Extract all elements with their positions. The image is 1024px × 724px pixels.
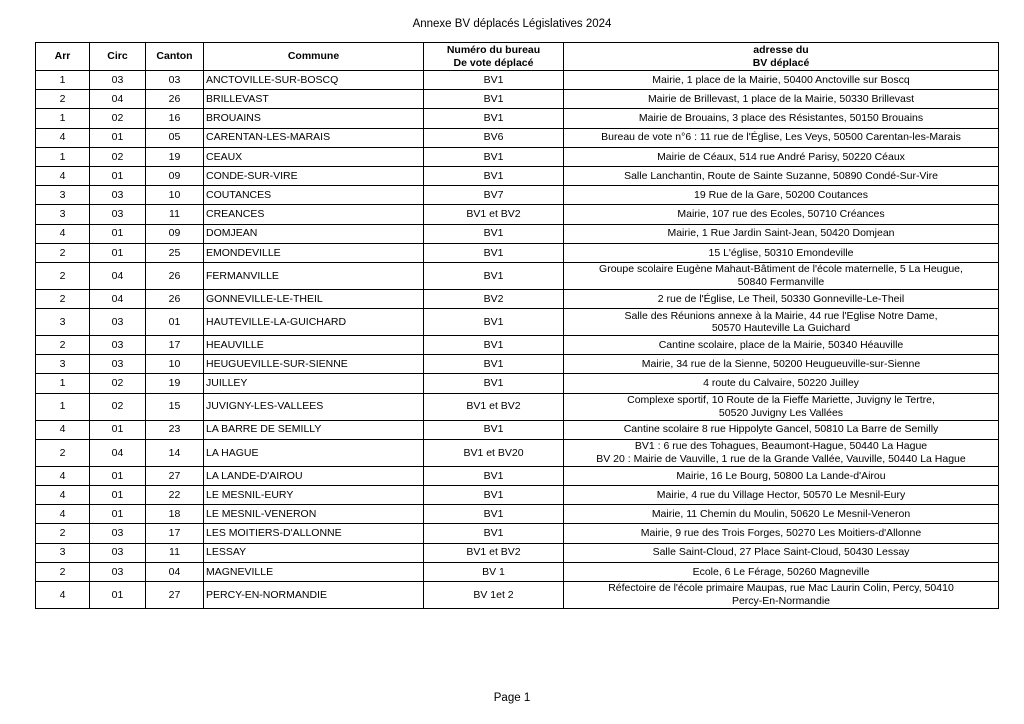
cell-adresse: Groupe scolaire Eugène Mahaut-Bâtiment de l'école maternelle, 5 La Heugue, 50840 Fermanville [564, 262, 999, 289]
cell-adresse: 4 route du Calvaire, 50220 Juilley [564, 374, 999, 393]
cell-adresse: Réfectoire de l'école primaire Maupas, rue Mac Laurin Colin, Percy, 50410 Percy-En-Normandie [564, 581, 999, 608]
cell-canton: 11 [146, 205, 204, 224]
cell-circ: 04 [90, 262, 146, 289]
cell-bureau: BV1 et BV20 [424, 439, 564, 466]
cell-commune: LE MESNIL-VENERON [204, 505, 424, 524]
cell-bureau: BV1 [424, 262, 564, 289]
cell-arr: 4 [36, 486, 90, 505]
cell-circ: 01 [90, 224, 146, 243]
cell-commune: FERMANVILLE [204, 262, 424, 289]
table-row [36, 439, 999, 466]
cell-canton: 03 [146, 71, 204, 90]
cell-circ: 01 [90, 486, 146, 505]
cell-circ: 02 [90, 374, 146, 393]
cell-canton: 10 [146, 355, 204, 374]
cell-circ: 01 [90, 420, 146, 439]
cell-arr: 4 [36, 420, 90, 439]
table-body [36, 71, 999, 609]
cell-adresse: Mairie, 1 place de la Mairie, 50400 Anctoville sur Boscq [564, 71, 999, 90]
cell-bureau: BV1 [424, 109, 564, 128]
cell-adresse: Cantine scolaire, place de la Mairie, 50340 Héauville [564, 336, 999, 355]
cell-arr: 2 [36, 243, 90, 262]
cell-canton: 14 [146, 439, 204, 466]
cell-circ: 01 [90, 128, 146, 147]
cell-adresse: Mairie de Brillevast, 1 place de la Mairie, 50330 Brillevast [564, 90, 999, 109]
cell-bureau: BV1 [424, 374, 564, 393]
cell-bureau: BV1 [424, 420, 564, 439]
cell-circ: 03 [90, 355, 146, 374]
cell-commune: LA BARRE DE SEMILLY [204, 420, 424, 439]
page-title: Annexe BV déplacés Législatives 2024 [412, 18, 612, 30]
cell-arr: 2 [36, 90, 90, 109]
cell-commune: COUTANCES [204, 186, 424, 205]
cell-canton: 22 [146, 486, 204, 505]
column-header-commune: Commune [204, 43, 424, 71]
cell-canton: 26 [146, 262, 204, 289]
cell-canton: 26 [146, 289, 204, 308]
cell-canton: 17 [146, 336, 204, 355]
cell-canton: 18 [146, 505, 204, 524]
cell-arr: 2 [36, 439, 90, 466]
cell-canton: 25 [146, 243, 204, 262]
cell-commune: CONDE-SUR-VIRE [204, 166, 424, 185]
cell-adresse: Mairie, 9 rue des Trois Forges, 50270 Les Moitiers-d'Allonne [564, 524, 999, 543]
cell-arr: 2 [36, 289, 90, 308]
cell-adresse: 2 rue de l'Église, Le Theil, 50330 Gonneville-Le-Theil [564, 289, 999, 308]
cell-commune: LES MOITIERS-D'ALLONNE [204, 524, 424, 543]
cell-arr: 3 [36, 205, 90, 224]
cell-arr: 4 [36, 581, 90, 608]
table-row [36, 90, 999, 109]
cell-canton: 10 [146, 186, 204, 205]
cell-bureau: BV7 [424, 186, 564, 205]
cell-canton: 11 [146, 543, 204, 562]
cell-commune: HEUGUEVILLE-SUR-SIENNE [204, 355, 424, 374]
cell-adresse: Mairie de Céaux, 514 rue André Parisy, 50220 Céaux [564, 147, 999, 166]
cell-bureau: BV1 [424, 486, 564, 505]
cell-commune: LA HAGUE [204, 439, 424, 466]
table-row [36, 224, 999, 243]
cell-canton: 19 [146, 147, 204, 166]
cell-canton: 05 [146, 128, 204, 147]
cell-arr: 4 [36, 128, 90, 147]
cell-circ: 03 [90, 186, 146, 205]
cell-adresse: BV1 : 6 rue des Tohagues, Beaumont-Hague, 50440 La Hague BV 20 : Mairie de Vauville, 1 rue de la Grande Vallée, Vauville, 50440 La Hague [564, 439, 999, 466]
page-number: Page 1 [493, 692, 531, 704]
cell-commune: CREANCES [204, 205, 424, 224]
table-row [36, 581, 999, 608]
table-row [36, 524, 999, 543]
table-row [36, 543, 999, 562]
cell-canton: 17 [146, 524, 204, 543]
table-row [36, 309, 999, 336]
cell-bureau: BV1 [424, 336, 564, 355]
cell-adresse: Salle Saint-Cloud, 27 Place Saint-Cloud, 50430 Lessay [564, 543, 999, 562]
cell-commune: HAUTEVILLE-LA-GUICHARD [204, 309, 424, 336]
table-row [36, 243, 999, 262]
cell-canton: 04 [146, 562, 204, 581]
cell-arr: 2 [36, 262, 90, 289]
relocated-polling-stations-table [35, 42, 999, 609]
cell-arr: 4 [36, 505, 90, 524]
cell-bureau: BV1 [424, 243, 564, 262]
cell-adresse: Mairie, 4 rue du Village Hector, 50570 Le Mesnil-Eury [564, 486, 999, 505]
cell-adresse: Bureau de vote n°6 : 11 rue de l'Église, Les Veys, 50500 Carentan-les-Marais [564, 128, 999, 147]
cell-commune: BROUAINS [204, 109, 424, 128]
cell-circ: 03 [90, 524, 146, 543]
cell-canton: 26 [146, 90, 204, 109]
cell-commune: GONNEVILLE-LE-THEIL [204, 289, 424, 308]
cell-bureau: BV1 et BV2 [424, 393, 564, 420]
cell-canton: 27 [146, 466, 204, 485]
cell-circ: 02 [90, 147, 146, 166]
table-row [36, 393, 999, 420]
cell-bureau: BV2 [424, 289, 564, 308]
table-row [36, 355, 999, 374]
cell-canton: 09 [146, 166, 204, 185]
cell-arr: 1 [36, 109, 90, 128]
cell-circ: 03 [90, 336, 146, 355]
cell-arr: 2 [36, 524, 90, 543]
cell-circ: 04 [90, 439, 146, 466]
table-row [36, 289, 999, 308]
cell-arr: 2 [36, 336, 90, 355]
cell-commune: LE MESNIL-EURY [204, 486, 424, 505]
cell-canton: 27 [146, 581, 204, 608]
cell-arr: 3 [36, 355, 90, 374]
cell-arr: 1 [36, 147, 90, 166]
table-row [36, 420, 999, 439]
cell-circ: 03 [90, 309, 146, 336]
cell-canton: 15 [146, 393, 204, 420]
cell-bureau: BV1 [424, 309, 564, 336]
cell-adresse: 19 Rue de la Gare, 50200 Coutances [564, 186, 999, 205]
cell-bureau: BV1 [424, 166, 564, 185]
table-row [36, 71, 999, 90]
table-row [36, 562, 999, 581]
cell-bureau: BV1 [424, 505, 564, 524]
cell-commune: EMONDEVILLE [204, 243, 424, 262]
cell-commune: LA LANDE-D'AIROU [204, 466, 424, 485]
cell-commune: PERCY-EN-NORMANDIE [204, 581, 424, 608]
column-header-arr: Arr [36, 43, 90, 71]
cell-commune: CARENTAN-LES-MARAIS [204, 128, 424, 147]
column-header-adresse: adresse du BV déplacé [564, 43, 999, 71]
table-row [36, 486, 999, 505]
table-row [36, 336, 999, 355]
table-row [36, 109, 999, 128]
cell-adresse: Mairie de Brouains, 3 place des Résistantes, 50150 Brouains [564, 109, 999, 128]
cell-adresse: Mairie, 34 rue de la Sienne, 50200 Heugueuville-sur-Sienne [564, 355, 999, 374]
cell-commune: JUVIGNY-LES-VALLEES [204, 393, 424, 420]
cell-canton: 09 [146, 224, 204, 243]
table-row [36, 374, 999, 393]
cell-arr: 1 [36, 393, 90, 420]
cell-canton: 23 [146, 420, 204, 439]
cell-circ: 02 [90, 393, 146, 420]
cell-canton: 19 [146, 374, 204, 393]
cell-circ: 01 [90, 166, 146, 185]
table-row [36, 466, 999, 485]
cell-circ: 01 [90, 581, 146, 608]
cell-arr: 4 [36, 166, 90, 185]
cell-arr: 1 [36, 71, 90, 90]
cell-adresse: Mairie, 1 Rue Jardin Saint-Jean, 50420 Domjean [564, 224, 999, 243]
cell-circ: 01 [90, 466, 146, 485]
table-row [36, 505, 999, 524]
cell-bureau: BV 1 [424, 562, 564, 581]
cell-adresse: Mairie, 107 rue des Ecoles, 50710 Créances [564, 205, 999, 224]
table-row [36, 262, 999, 289]
cell-bureau: BV6 [424, 128, 564, 147]
cell-bureau: BV1 et BV2 [424, 543, 564, 562]
table-row [36, 166, 999, 185]
cell-bureau: BV1 [424, 90, 564, 109]
cell-commune: CEAUX [204, 147, 424, 166]
column-header-canton: Canton [146, 43, 204, 71]
column-header-bureau: Numéro du bureau De vote déplacé [424, 43, 564, 71]
cell-circ: 04 [90, 289, 146, 308]
cell-adresse: Complexe sportif, 10 Route de la Fieffe Mariette, Juvigny le Tertre, 50520 Juvigny Les Vallées [564, 393, 999, 420]
cell-bureau: BV1 [424, 147, 564, 166]
cell-circ: 03 [90, 543, 146, 562]
cell-arr: 3 [36, 543, 90, 562]
table-row [36, 205, 999, 224]
cell-arr: 1 [36, 374, 90, 393]
cell-adresse: Mairie, 11 Chemin du Moulin, 50620 Le Mesnil-Veneron [564, 505, 999, 524]
cell-circ: 04 [90, 90, 146, 109]
cell-bureau: BV1 [424, 224, 564, 243]
cell-commune: DOMJEAN [204, 224, 424, 243]
cell-arr: 4 [36, 466, 90, 485]
cell-circ: 01 [90, 243, 146, 262]
table-row [36, 147, 999, 166]
cell-circ: 03 [90, 562, 146, 581]
cell-arr: 3 [36, 186, 90, 205]
cell-commune: LESSAY [204, 543, 424, 562]
cell-bureau: BV1 [424, 466, 564, 485]
cell-bureau: BV1 [424, 71, 564, 90]
column-header-circ: Circ [90, 43, 146, 71]
cell-commune: HEAUVILLE [204, 336, 424, 355]
cell-bureau: BV1 [424, 355, 564, 374]
cell-commune: MAGNEVILLE [204, 562, 424, 581]
cell-arr: 2 [36, 562, 90, 581]
cell-adresse: Salle des Réunions annexe à la Mairie, 44 rue l'Eglise Notre Dame, 50570 Hauteville La Guichard [564, 309, 999, 336]
cell-canton: 01 [146, 309, 204, 336]
cell-adresse: Mairie, 16 Le Bourg, 50800 La Lande-d'Airou [564, 466, 999, 485]
cell-circ: 01 [90, 505, 146, 524]
cell-adresse: Ecole, 6 Le Férage, 50260 Magneville [564, 562, 999, 581]
cell-circ: 03 [90, 205, 146, 224]
cell-circ: 02 [90, 109, 146, 128]
cell-arr: 4 [36, 224, 90, 243]
table-row [36, 128, 999, 147]
cell-canton: 16 [146, 109, 204, 128]
cell-adresse: Salle Lanchantin, Route de Sainte Suzanne, 50890 Condé-Sur-Vire [564, 166, 999, 185]
cell-bureau: BV1 [424, 524, 564, 543]
cell-commune: BRILLEVAST [204, 90, 424, 109]
cell-commune: ANCTOVILLE-SUR-BOSCQ [204, 71, 424, 90]
cell-commune: JUILLEY [204, 374, 424, 393]
cell-circ: 03 [90, 71, 146, 90]
cell-adresse: 15 L'église, 50310 Emondeville [564, 243, 999, 262]
cell-arr: 3 [36, 309, 90, 336]
cell-adresse: Cantine scolaire 8 rue Hippolyte Gancel, 50810 La Barre de Semilly [564, 420, 999, 439]
cell-bureau: BV1 et BV2 [424, 205, 564, 224]
table-header-row [36, 43, 999, 71]
table-row [36, 186, 999, 205]
cell-bureau: BV 1et 2 [424, 581, 564, 608]
